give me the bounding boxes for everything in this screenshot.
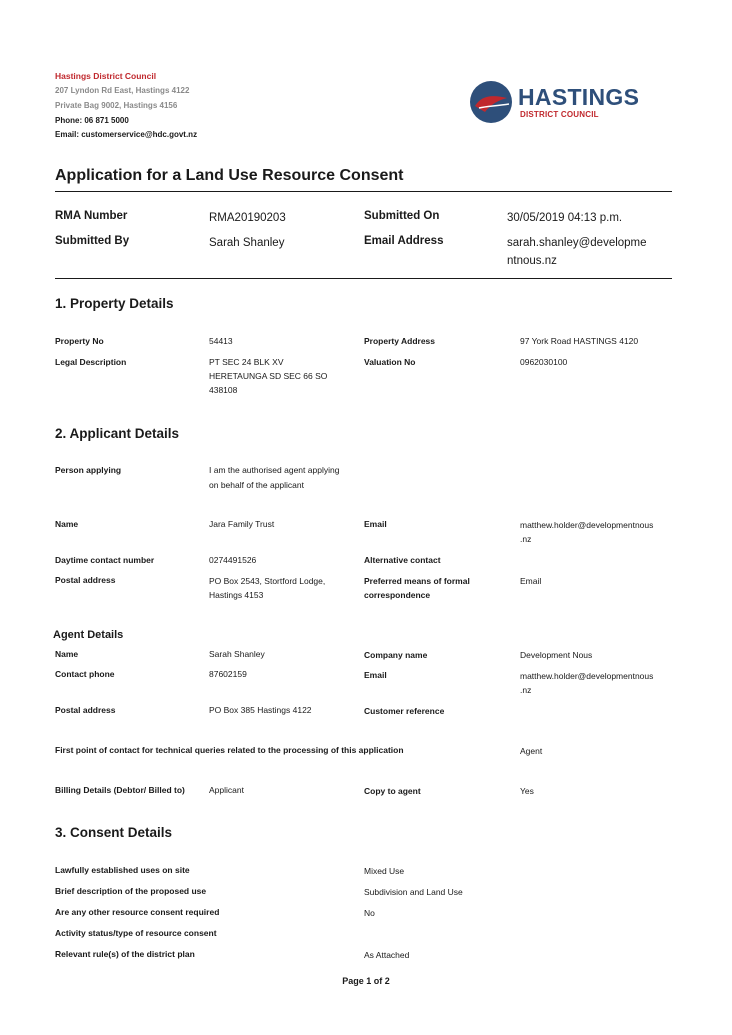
legal-description-label: Legal Description <box>55 357 127 367</box>
council-address-line-2: Private Bag 9002, Hastings 4156 <box>55 101 178 110</box>
billing-details-value: Applicant <box>209 785 244 795</box>
submitted-on-label: Submitted On <box>364 210 440 222</box>
document-title: Application for a Land Use Resource Consent <box>55 167 404 184</box>
property-no-value: 54413 <box>209 336 233 346</box>
consent-row-label: Lawfully established uses on site <box>55 865 190 875</box>
preferred-correspondence-value: Email <box>520 576 542 586</box>
legal-description-line-3: 438108 <box>209 385 238 395</box>
preferred-correspondence-label-line-1: Preferred means of formal <box>364 576 470 586</box>
legal-description-line-2: HERETAUNGA SD SEC 66 SO <box>209 371 328 381</box>
applicant-details-heading: 2. Applicant Details <box>55 426 180 441</box>
person-applying-label: Person applying <box>55 465 122 475</box>
agent-email-value-line-1: matthew.holder@developmentnous <box>520 671 654 681</box>
preferred-correspondence-label-line-2: correspondence <box>364 590 431 600</box>
applicant-email-value-line-2: .nz <box>520 534 532 544</box>
consent-row-value: Mixed Use <box>364 866 405 876</box>
agent-email-label: Email <box>364 670 387 680</box>
consent-row-label: Activity status/type of resource consent <box>55 928 217 938</box>
agent-email-value-line-2: .nz <box>520 685 532 695</box>
agent-postal-label: Postal address <box>55 705 116 715</box>
submitted-on-value: 30/05/2019 04:13 p.m. <box>507 212 623 224</box>
agent-name-value: Sarah Shanley <box>209 649 265 659</box>
property-address-value: 97 York Road HASTINGS 4120 <box>520 336 639 346</box>
logo-wordmark: HASTINGS <box>518 84 640 110</box>
billing-details-label: Billing Details (Debtor/ Billed to) <box>55 785 185 795</box>
contact-phone-value: 87602159 <box>209 669 247 679</box>
agent-postal-value: PO Box 385 Hastings 4122 <box>209 705 312 715</box>
rma-number-value: RMA20190203 <box>209 212 286 224</box>
applicant-postal-value-line-2: Hastings 4153 <box>209 590 264 600</box>
submitted-by-value: Sarah Shanley <box>209 237 285 249</box>
consent-row-value: As Attached <box>364 950 410 960</box>
consent-row-value: No <box>364 908 375 918</box>
first-point-of-contact-label: First point of contact for technical queries related to the processing of this application <box>55 745 404 755</box>
consent-details-heading: 3. Consent Details <box>55 825 173 840</box>
applicant-postal-value-line-1: PO Box 2543, Stortford Lodge, <box>209 576 326 586</box>
agent-name-label: Name <box>55 649 79 659</box>
copy-to-agent-value: Yes <box>520 786 534 796</box>
first-point-of-contact-value: Agent <box>520 746 543 756</box>
legal-description-line-1: PT SEC 24 BLK XV <box>209 357 284 367</box>
header-divider <box>55 278 672 279</box>
company-name-value: Development Nous <box>520 650 593 660</box>
logo-subtitle: DISTRICT COUNCIL <box>520 110 599 119</box>
person-applying-value-line-2: on behalf of the applicant <box>209 480 304 490</box>
applicant-postal-label: Postal address <box>55 575 116 585</box>
submitted-by-label: Submitted By <box>55 235 130 247</box>
person-applying-value-line-1: I am the authorised agent applying <box>209 465 340 475</box>
rma-number-label: RMA Number <box>55 210 128 222</box>
property-details-heading: 1. Property Details <box>55 296 174 311</box>
valuation-no-value: 0962030100 <box>520 357 568 367</box>
title-divider <box>55 191 672 192</box>
valuation-no-label: Valuation No <box>364 357 416 367</box>
property-address-label: Property Address <box>364 336 436 346</box>
page-number: Page 1 of 2 <box>342 976 390 986</box>
email-address-value-line-2: ntnous.nz <box>507 255 557 267</box>
council-phone: Phone: 06 871 5000 <box>55 116 129 125</box>
consent-row-label: Relevant rule(s) of the district plan <box>55 949 195 959</box>
applicant-name-label: Name <box>55 519 79 529</box>
consent-row-label: Brief description of the proposed use <box>55 886 207 896</box>
email-address-label: Email Address <box>364 235 444 247</box>
applicant-email-label: Email <box>364 519 387 529</box>
property-no-label: Property No <box>55 336 104 346</box>
consent-row-value: Subdivision and Land Use <box>364 887 463 897</box>
council-address-line-1: 207 Lyndon Rd East, Hastings 4122 <box>55 86 190 95</box>
customer-reference-label: Customer reference <box>364 706 445 716</box>
contact-phone-label: Contact phone <box>55 669 115 679</box>
applicant-name-value: Jara Family Trust <box>209 519 275 529</box>
consent-row-label: Are any other resource consent required <box>55 907 220 917</box>
email-address-value-line-1: sarah.shanley@developme <box>507 237 647 249</box>
copy-to-agent-label: Copy to agent <box>364 786 421 796</box>
daytime-contact-label: Daytime contact number <box>55 555 155 565</box>
agent-details-heading: Agent Details <box>53 629 124 641</box>
alternative-contact-label: Alternative contact <box>364 555 441 565</box>
council-email: Email: customerservice@hdc.govt.nz <box>55 130 198 139</box>
council-name: Hastings District Council <box>55 71 157 81</box>
applicant-email-value-line-1: matthew.holder@developmentnous <box>520 520 654 530</box>
daytime-contact-value: 0274491526 <box>209 555 257 565</box>
company-name-label: Company name <box>364 650 428 660</box>
